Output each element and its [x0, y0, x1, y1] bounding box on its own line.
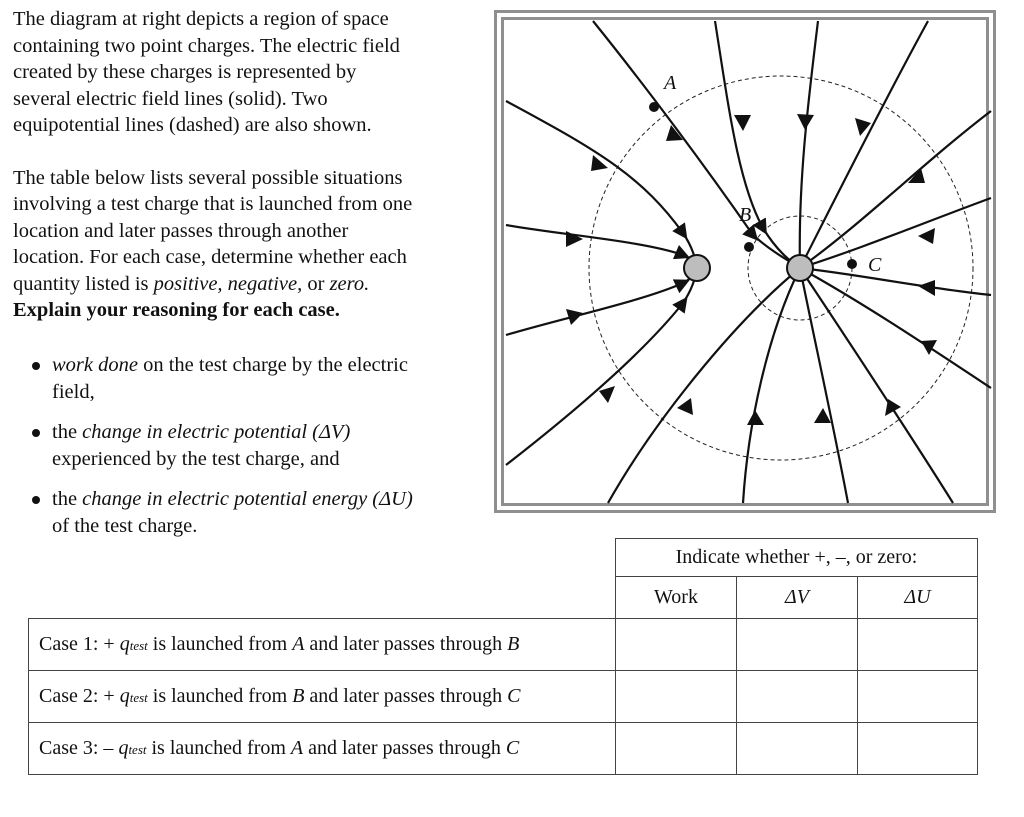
field-line — [800, 268, 991, 295]
field-diagram — [494, 10, 996, 513]
arrow — [566, 231, 583, 247]
column-header-delta-v: ΔV — [737, 577, 858, 619]
point-a-label: A — [664, 72, 677, 94]
column-header-work: Work — [616, 577, 737, 619]
arrow — [734, 115, 751, 131]
case-1-delta-v-cell[interactable] — [737, 619, 858, 671]
table-row — [29, 619, 978, 671]
field-line — [800, 268, 953, 503]
list-item-work: work done on the test charge by the electric field, — [30, 352, 470, 405]
case-1-label: Case 1: + qtest is launched from A and later passes through B — [29, 619, 616, 671]
field-line — [800, 111, 991, 268]
arrow — [747, 410, 764, 425]
table-row — [29, 671, 978, 723]
point-c-label: C — [868, 254, 882, 276]
case-1-work-cell[interactable] — [616, 619, 737, 671]
field-line — [608, 268, 800, 503]
right-point-charge — [787, 255, 813, 281]
list-item-delta-u: the change in electric potential energy (ΔU) of the test charge. — [30, 486, 470, 539]
case-1-delta-u-cell[interactable] — [858, 619, 978, 671]
case-3-delta-v-cell[interactable] — [737, 723, 858, 775]
intro-paragraph-1: The diagram at right depicts a region of space containing two point charges. The electric field created by these charges is represented by several electric field lines (solid). Two equipotential lines (dashed) are also shown. — [13, 8, 400, 136]
field-line — [715, 21, 800, 268]
table-header-indicate: Indicate whether +, –, or zero: — [616, 539, 978, 577]
case-2-label: Case 2: + qtest is launched from B and later passes through C — [29, 671, 616, 723]
intro-text — [13, 6, 483, 324]
case-3-delta-u-cell[interactable] — [858, 723, 978, 775]
case-3-label: Case 3: – qtest is launched from A and later passes through C — [29, 723, 616, 775]
point-b-label: B — [739, 204, 752, 226]
column-header-delta-u: ΔU — [858, 577, 978, 619]
field-line — [506, 101, 697, 268]
field-lines-svg — [497, 13, 993, 510]
field-line — [800, 198, 991, 268]
case-2-delta-v-cell[interactable] — [737, 671, 858, 723]
arrow — [918, 228, 935, 244]
field-line — [506, 268, 697, 335]
quantity-list — [30, 352, 470, 553]
arrow — [677, 398, 693, 415]
instruction-bold: Explain your reasoning for each case. — [13, 299, 340, 321]
table-row — [29, 723, 978, 775]
intro-paragraph-2: The table below lists several possible situations involving a test charge that is launched from one location and later passes through another location. For each case, determine whether each quantity listed is positive, negative, or zero. Explain your reasoning for each case. — [13, 166, 413, 321]
field-line — [800, 268, 991, 388]
field-line — [800, 21, 818, 268]
field-line — [506, 225, 697, 268]
point-a-dot — [649, 102, 659, 112]
case-2-delta-u-cell[interactable] — [858, 671, 978, 723]
point-c-dot — [847, 259, 857, 269]
case-3-work-cell[interactable] — [616, 723, 737, 775]
answer-table — [28, 538, 978, 775]
field-line — [743, 268, 800, 503]
arrow — [599, 386, 615, 403]
left-point-charge — [684, 255, 710, 281]
case-2-work-cell[interactable] — [616, 671, 737, 723]
field-line — [800, 21, 928, 268]
arrow — [908, 168, 925, 183]
arrow — [566, 309, 583, 325]
arrow — [797, 114, 814, 130]
point-b-dot — [744, 242, 754, 252]
arrow — [921, 340, 937, 355]
list-item-delta-v: the change in electric potential (ΔV) experienced by the test charge, and — [30, 419, 470, 472]
equipotential-large — [589, 76, 973, 460]
arrow — [918, 280, 935, 296]
field-line — [593, 21, 800, 268]
field-line — [506, 268, 697, 465]
